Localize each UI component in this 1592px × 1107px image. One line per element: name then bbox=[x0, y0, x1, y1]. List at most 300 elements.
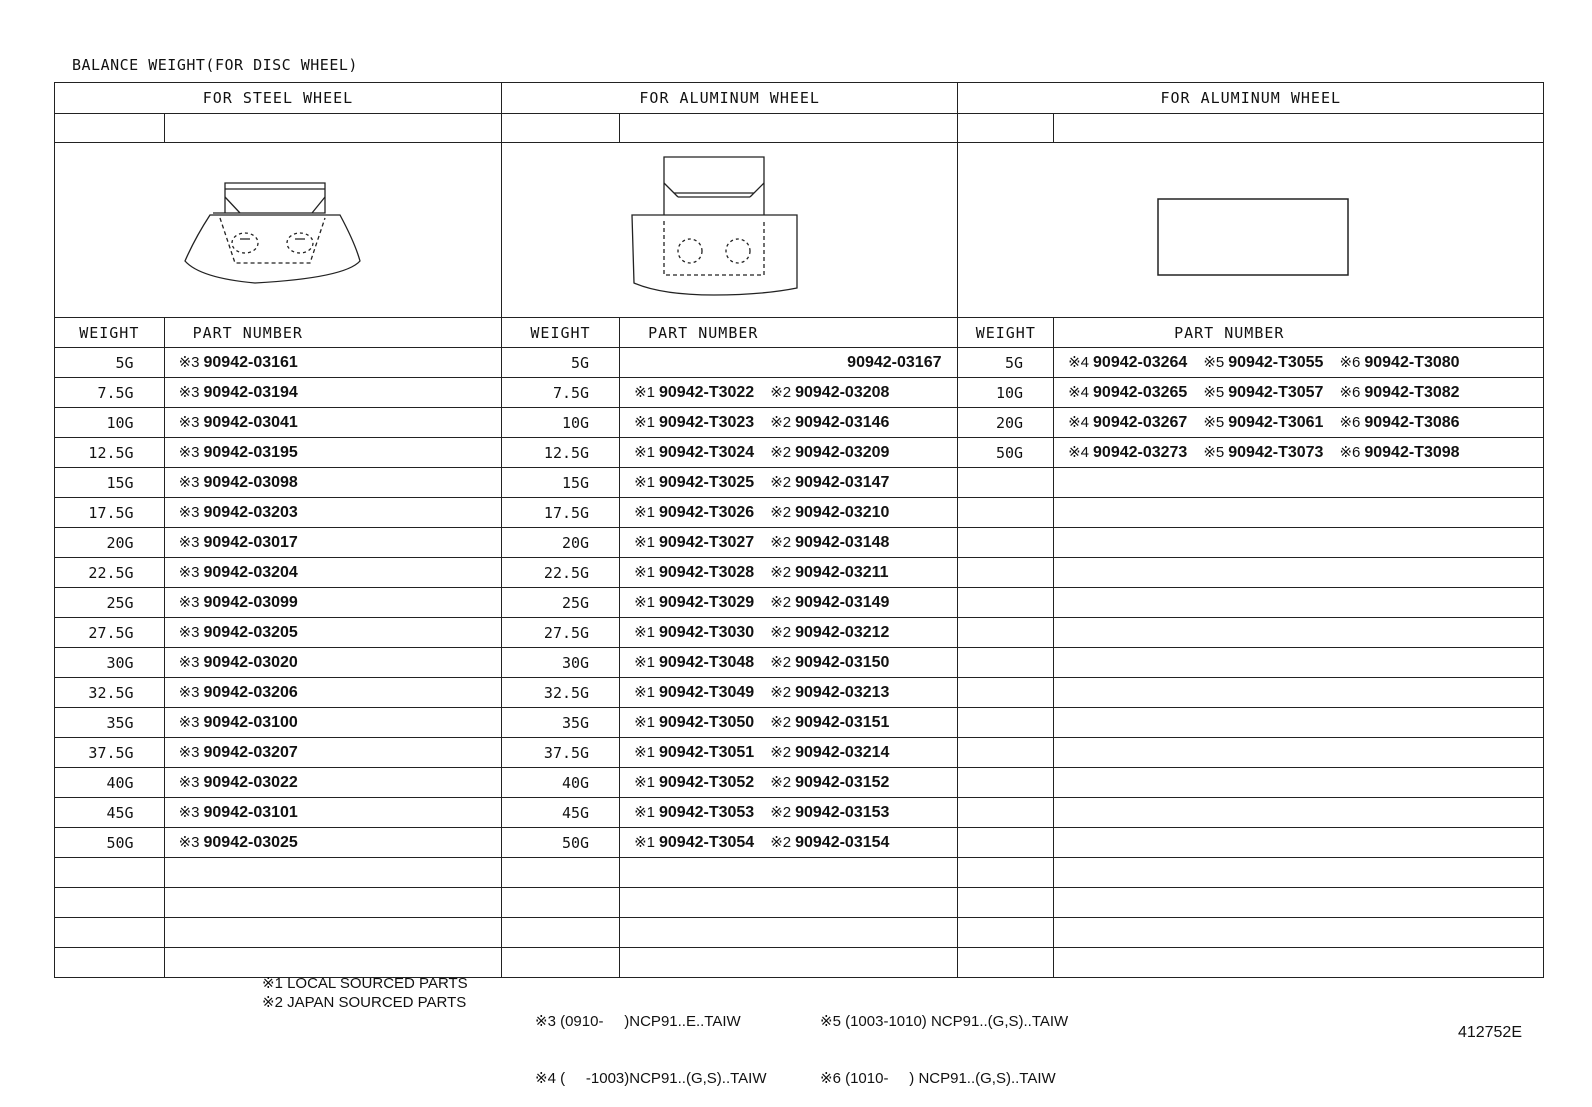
source-mark: ※6 bbox=[1339, 354, 1361, 371]
aluminum-wheel-header-2: FOR ALUMINUM WHEEL bbox=[958, 83, 1544, 114]
table-row bbox=[55, 768, 1544, 798]
part-number: 90942-T3049 bbox=[659, 684, 755, 701]
part-number: 90942-03020 bbox=[203, 654, 298, 671]
weight-value: 20G bbox=[561, 533, 590, 552]
aluminum-wheel-header-1: FOR ALUMINUM WHEEL bbox=[501, 83, 958, 114]
aluminum-part-cell bbox=[620, 678, 958, 708]
parts-table bbox=[54, 82, 1544, 978]
steel-weight-cell bbox=[55, 348, 165, 378]
aluminum2-part-cell bbox=[1054, 588, 1544, 618]
steel-part-cell bbox=[164, 678, 501, 708]
aluminum2-part-cell bbox=[1054, 408, 1544, 438]
aluminum2-weight-cell bbox=[958, 888, 1054, 918]
aluminum-part-cell bbox=[620, 498, 958, 528]
weight-value: 15G bbox=[561, 473, 590, 492]
aluminum-weight-cell bbox=[501, 708, 619, 738]
weight-value: 50G bbox=[106, 833, 134, 852]
steel-clip-weight-icon bbox=[55, 143, 495, 313]
source-mark: ※2 bbox=[770, 414, 792, 431]
footnote-group-source bbox=[262, 974, 468, 1012]
steel-weight-cell bbox=[55, 738, 165, 768]
part-number: 90942-03207 bbox=[203, 744, 298, 761]
source-mark: ※5 bbox=[1203, 384, 1225, 401]
aluminum-weight-cell bbox=[501, 438, 619, 468]
weight-value: 35G bbox=[106, 713, 134, 732]
aluminum2-weight-cell bbox=[958, 738, 1054, 768]
table-row bbox=[55, 618, 1544, 648]
part-number: 90942-03210 bbox=[795, 504, 890, 521]
source-mark: ※4 bbox=[1068, 414, 1090, 431]
steel-part-cell bbox=[164, 408, 501, 438]
footnote: ※2 JAPAN SOURCED PARTS bbox=[262, 994, 467, 1011]
aluminum-weight-cell bbox=[501, 858, 619, 888]
aluminum2-part-cell bbox=[1054, 858, 1544, 888]
weight-value: 27.5G bbox=[88, 623, 134, 642]
table-row bbox=[55, 888, 1544, 918]
source-mark: ※3 bbox=[178, 834, 200, 851]
source-mark: ※3 bbox=[178, 474, 200, 491]
part-number: 90942-03205 bbox=[203, 624, 298, 641]
source-mark: ※6 bbox=[1339, 384, 1361, 401]
weight-value: 50G bbox=[996, 443, 1024, 462]
aluminum2-weight-cell bbox=[958, 408, 1054, 438]
weight-value: 5G bbox=[571, 353, 590, 372]
table-row bbox=[55, 378, 1544, 408]
table-row bbox=[55, 828, 1544, 858]
steel-weight-cell bbox=[55, 618, 165, 648]
source-mark: ※2 bbox=[770, 564, 792, 581]
steel-part-cell bbox=[164, 918, 501, 948]
aluminum-part-cell bbox=[620, 708, 958, 738]
footnote-group-applicability-b bbox=[820, 974, 1068, 1107]
source-mark: ※1 bbox=[634, 714, 655, 731]
weight-value: 37.5G bbox=[88, 743, 134, 762]
source-mark: ※1 bbox=[634, 384, 655, 401]
part-number: 90942-03149 bbox=[795, 594, 890, 611]
part-number: 90942-03211 bbox=[795, 564, 889, 581]
part-number: 90942-03195 bbox=[203, 444, 298, 461]
steel-weight-cell bbox=[55, 798, 165, 828]
weight-value: 30G bbox=[106, 653, 134, 672]
aluminum-part-cell bbox=[620, 558, 958, 588]
source-mark: ※3 bbox=[178, 774, 200, 791]
aluminum2-part-cell bbox=[1054, 678, 1544, 708]
aluminum-weight-cell bbox=[501, 918, 619, 948]
source-mark: ※6 bbox=[1339, 444, 1361, 461]
aluminum-part-cell bbox=[620, 738, 958, 768]
table-row bbox=[55, 438, 1544, 468]
aluminum2-part-cell bbox=[1054, 648, 1544, 678]
weight-value: 15G bbox=[106, 473, 134, 492]
steel-weight-cell bbox=[55, 468, 165, 498]
part-number: 90942-T3061 bbox=[1228, 414, 1324, 431]
part-number: 90942-03214 bbox=[795, 744, 890, 761]
source-mark: ※3 bbox=[178, 534, 200, 551]
part-number: 90942-03273 bbox=[1093, 444, 1188, 461]
empty-cell bbox=[501, 114, 619, 143]
part-number: 90942-T3054 bbox=[659, 834, 755, 851]
part-number: 90942-03151 bbox=[795, 714, 890, 731]
aluminum-part-cell bbox=[620, 768, 958, 798]
source-mark: ※3 bbox=[178, 624, 200, 641]
weight-value: 5G bbox=[1005, 353, 1024, 372]
weight-column-header: WEIGHT bbox=[55, 318, 165, 348]
part-number: 90942-T3025 bbox=[659, 474, 755, 491]
weight-value: 20G bbox=[996, 413, 1024, 432]
illustration-row bbox=[55, 143, 1544, 318]
source-mark: ※1 bbox=[634, 594, 655, 611]
part-number: 90942-03150 bbox=[795, 654, 890, 671]
aluminum2-part-cell bbox=[1054, 378, 1544, 408]
footnote-group-applicability-a bbox=[535, 974, 767, 1107]
aluminum2-weight-cell bbox=[958, 498, 1054, 528]
part-number: 90942-03153 bbox=[795, 804, 890, 821]
source-mark: ※4 bbox=[1068, 384, 1090, 401]
table-row bbox=[55, 348, 1544, 378]
footnote: ※4 ( -1003)NCP91..(G,S)..TAIW bbox=[535, 1070, 767, 1087]
source-mark: ※4 bbox=[1068, 354, 1090, 371]
aluminum2-weight-cell bbox=[958, 588, 1054, 618]
source-mark: ※2 bbox=[770, 684, 792, 701]
aluminum2-part-cell bbox=[1054, 828, 1544, 858]
part-number: 90942-03213 bbox=[795, 684, 890, 701]
part-number: 90942-03098 bbox=[203, 474, 298, 491]
aluminum2-weight-cell bbox=[958, 648, 1054, 678]
steel-part-cell bbox=[164, 588, 501, 618]
aluminum-weight-cell bbox=[501, 678, 619, 708]
weight-value: 17.5G bbox=[543, 503, 590, 522]
table-row bbox=[55, 858, 1544, 888]
table-row bbox=[55, 708, 1544, 738]
source-mark: ※2 bbox=[770, 504, 792, 521]
source-mark: ※2 bbox=[770, 624, 792, 641]
aluminum-weight-illustration bbox=[501, 143, 958, 318]
aluminum2-weight-cell bbox=[958, 528, 1054, 558]
weight-value: 10G bbox=[996, 383, 1024, 402]
source-mark: ※3 bbox=[178, 654, 200, 671]
aluminum2-part-cell bbox=[1054, 558, 1544, 588]
source-mark: ※1 bbox=[634, 774, 655, 791]
footnote: ※5 (1003-1010) NCP91..(G,S)..TAIW bbox=[820, 1013, 1069, 1030]
source-mark: ※3 bbox=[178, 354, 200, 371]
part-number: 90942-T3048 bbox=[659, 654, 755, 671]
weight-value: 10G bbox=[561, 413, 590, 432]
part-number: 90942-03209 bbox=[795, 444, 890, 461]
part-number: 90942-T3052 bbox=[659, 774, 755, 791]
table-row bbox=[55, 468, 1544, 498]
aluminum-part-cell bbox=[620, 378, 958, 408]
table-row bbox=[55, 408, 1544, 438]
steel-part-cell bbox=[164, 438, 501, 468]
part-number: 90942-03212 bbox=[795, 624, 890, 641]
aluminum-weight-cell bbox=[501, 408, 619, 438]
part-number: 90942-T3029 bbox=[659, 594, 755, 611]
aluminum-part-cell bbox=[620, 918, 958, 948]
aluminum-part-cell bbox=[620, 468, 958, 498]
aluminum2-weight-cell bbox=[958, 618, 1054, 648]
aluminum-part-cell bbox=[620, 528, 958, 558]
source-mark: ※5 bbox=[1203, 354, 1225, 371]
aluminum-weight-cell bbox=[501, 558, 619, 588]
part-number: 90942-03041 bbox=[203, 414, 298, 431]
source-mark: ※2 bbox=[770, 384, 792, 401]
aluminum-part-cell bbox=[620, 888, 958, 918]
aluminum2-part-cell bbox=[1054, 498, 1544, 528]
source-mark: ※1 bbox=[634, 804, 655, 821]
weight-value: 45G bbox=[106, 803, 134, 822]
steel-weight-cell bbox=[55, 828, 165, 858]
part-number: 90942-03022 bbox=[203, 774, 298, 791]
table-row bbox=[55, 948, 1544, 978]
steel-part-cell bbox=[164, 648, 501, 678]
table-row bbox=[55, 798, 1544, 828]
aluminum2-part-cell bbox=[1054, 888, 1544, 918]
part-number: 90942-T3051 bbox=[659, 744, 755, 761]
source-mark: ※2 bbox=[770, 654, 792, 671]
steel-weight-cell bbox=[55, 768, 165, 798]
source-mark: ※1 bbox=[634, 504, 655, 521]
source-mark: ※2 bbox=[770, 594, 792, 611]
source-mark: ※2 bbox=[770, 474, 792, 491]
empty-spec-row bbox=[55, 114, 1544, 143]
steel-weight-cell bbox=[55, 498, 165, 528]
part-number: 90942-T3028 bbox=[659, 564, 755, 581]
footnote: ※1 LOCAL SOURCED PARTS bbox=[262, 975, 468, 992]
part-number: 90942-T3073 bbox=[1228, 444, 1324, 461]
aluminum-part-cell bbox=[620, 438, 958, 468]
weight-value: 40G bbox=[106, 773, 134, 792]
aluminum-weight-cell bbox=[501, 648, 619, 678]
aluminum-weight-cell bbox=[501, 828, 619, 858]
source-mark: ※3 bbox=[178, 744, 200, 761]
aluminum2-part-cell bbox=[1054, 798, 1544, 828]
aluminum-weight-cell bbox=[501, 588, 619, 618]
part-number-column-header: PART NUMBER bbox=[1054, 318, 1544, 348]
aluminum-part-cell bbox=[620, 348, 958, 378]
part-number: 90942-T3027 bbox=[659, 534, 755, 551]
table-row bbox=[55, 528, 1544, 558]
aluminum2-weight-cell bbox=[958, 798, 1054, 828]
steel-weight-cell bbox=[55, 888, 165, 918]
part-number: 90942-T3098 bbox=[1364, 444, 1460, 461]
part-number: 90942-03265 bbox=[1093, 384, 1188, 401]
steel-weight-cell bbox=[55, 588, 165, 618]
steel-weight-cell bbox=[55, 408, 165, 438]
steel-part-cell bbox=[164, 468, 501, 498]
weight-value: 20G bbox=[106, 533, 134, 552]
steel-weight-cell bbox=[55, 918, 165, 948]
part-number: 90942-T3030 bbox=[659, 624, 755, 641]
part-number: 90942-T3024 bbox=[659, 444, 755, 461]
source-mark: ※2 bbox=[770, 534, 792, 551]
aluminum2-weight-cell bbox=[958, 678, 1054, 708]
aluminum-weight-cell bbox=[501, 468, 619, 498]
steel-weight-cell bbox=[55, 858, 165, 888]
aluminum2-part-cell bbox=[1054, 738, 1544, 768]
aluminum-part-cell bbox=[620, 858, 958, 888]
part-number-column-header: PART NUMBER bbox=[620, 318, 958, 348]
table-row bbox=[55, 648, 1544, 678]
empty-cell bbox=[1054, 114, 1544, 143]
source-mark: ※2 bbox=[770, 774, 792, 791]
steel-part-cell bbox=[164, 618, 501, 648]
source-mark: ※3 bbox=[178, 714, 200, 731]
part-number: 90942-03206 bbox=[203, 684, 298, 701]
part-number: 90942-03161 bbox=[203, 354, 298, 371]
weight-value: 5G bbox=[115, 353, 134, 372]
steel-part-cell bbox=[164, 738, 501, 768]
source-mark: ※5 bbox=[1203, 414, 1225, 431]
source-mark: ※1 bbox=[634, 534, 655, 551]
weight-column-header: WEIGHT bbox=[501, 318, 619, 348]
part-number: 90942-T3055 bbox=[1228, 354, 1324, 371]
source-mark: ※2 bbox=[770, 744, 792, 761]
steel-weight-cell bbox=[55, 378, 165, 408]
empty-cell bbox=[620, 114, 958, 143]
weight-value: 12.5G bbox=[543, 443, 590, 462]
aluminum-weight-cell bbox=[501, 948, 619, 978]
source-mark: ※3 bbox=[178, 414, 200, 431]
table-row bbox=[55, 558, 1544, 588]
page-title: BALANCE WEIGHT(FOR DISC WHEEL) bbox=[72, 56, 358, 74]
weight-value: 32.5G bbox=[543, 683, 590, 702]
aluminum2-part-cell bbox=[1054, 438, 1544, 468]
source-mark: ※3 bbox=[178, 384, 200, 401]
diagram-code: 412752E bbox=[1457, 1024, 1522, 1041]
aluminum-part-cell bbox=[620, 408, 958, 438]
aluminum-part-cell bbox=[620, 798, 958, 828]
empty-cell bbox=[164, 114, 501, 143]
source-mark: ※1 bbox=[634, 834, 655, 851]
part-number: 90942-03203 bbox=[203, 504, 298, 521]
aluminum-part-cell bbox=[620, 648, 958, 678]
source-mark: ※3 bbox=[178, 504, 200, 521]
aluminum2-part-cell bbox=[1054, 618, 1544, 648]
aluminum2-weight-cell bbox=[958, 558, 1054, 588]
steel-weight-cell bbox=[55, 948, 165, 978]
aluminum-clip-weight-icon bbox=[502, 143, 952, 313]
part-number: 90942-03025 bbox=[203, 834, 298, 851]
part-number: 90942-03101 bbox=[203, 804, 298, 821]
source-mark: ※3 bbox=[178, 684, 200, 701]
weight-value: 7.5G bbox=[552, 383, 590, 402]
steel-part-cell bbox=[164, 708, 501, 738]
part-number: 90942-T3086 bbox=[1364, 414, 1460, 431]
part-number: 90942-03100 bbox=[203, 714, 298, 731]
table-row bbox=[55, 588, 1544, 618]
weight-value: 37.5G bbox=[543, 743, 590, 762]
aluminum2-part-cell bbox=[1054, 708, 1544, 738]
part-number: 90942-T3053 bbox=[659, 804, 755, 821]
adhesive-weight-illustration bbox=[958, 143, 1544, 318]
weight-value: 10G bbox=[106, 413, 134, 432]
weight-value: 35G bbox=[561, 713, 590, 732]
part-number: 90942-T3082 bbox=[1364, 384, 1460, 401]
steel-part-cell bbox=[164, 528, 501, 558]
source-mark: ※2 bbox=[770, 714, 792, 731]
aluminum-weight-cell bbox=[501, 348, 619, 378]
table-row bbox=[55, 738, 1544, 768]
aluminum2-part-cell bbox=[1054, 948, 1544, 978]
steel-part-cell bbox=[164, 498, 501, 528]
group-header-row bbox=[55, 83, 1544, 114]
source-mark: ※5 bbox=[1203, 444, 1225, 461]
aluminum-weight-cell bbox=[501, 378, 619, 408]
weight-value: 22.5G bbox=[88, 563, 134, 582]
weight-value: 27.5G bbox=[543, 623, 590, 642]
weight-value: 30G bbox=[561, 653, 590, 672]
steel-part-cell bbox=[164, 798, 501, 828]
steel-weight-cell bbox=[55, 438, 165, 468]
weight-value: 12.5G bbox=[88, 443, 134, 462]
column-header-row bbox=[55, 318, 1544, 348]
aluminum2-part-cell bbox=[1054, 468, 1544, 498]
aluminum2-part-cell bbox=[1054, 918, 1544, 948]
steel-part-cell bbox=[164, 768, 501, 798]
footnote: ※3 (0910- )NCP91..E..TAIW bbox=[535, 1013, 741, 1030]
aluminum2-weight-cell bbox=[958, 918, 1054, 948]
part-number: 90942-03267 bbox=[1093, 414, 1188, 431]
source-mark: ※3 bbox=[178, 444, 200, 461]
weight-value: 25G bbox=[106, 593, 134, 612]
aluminum2-weight-cell bbox=[958, 708, 1054, 738]
aluminum2-weight-cell bbox=[958, 348, 1054, 378]
aluminum-part-cell bbox=[620, 828, 958, 858]
steel-weight-cell bbox=[55, 528, 165, 558]
aluminum-part-cell bbox=[620, 588, 958, 618]
steel-weight-cell bbox=[55, 648, 165, 678]
aluminum-weight-cell bbox=[501, 768, 619, 798]
footnote: ※6 (1010- ) NCP91..(G,S)..TAIW bbox=[820, 1070, 1056, 1087]
aluminum-weight-cell bbox=[501, 738, 619, 768]
aluminum-weight-cell bbox=[501, 888, 619, 918]
weight-value: 45G bbox=[561, 803, 590, 822]
source-mark: ※3 bbox=[178, 564, 200, 581]
part-number-column-header: PART NUMBER bbox=[164, 318, 501, 348]
part-number: 90942-03194 bbox=[203, 384, 298, 401]
source-mark: ※6 bbox=[1339, 414, 1361, 431]
source-mark: ※2 bbox=[770, 804, 792, 821]
steel-part-cell bbox=[164, 828, 501, 858]
aluminum2-weight-cell bbox=[958, 828, 1054, 858]
table-row bbox=[55, 498, 1544, 528]
steel-part-cell bbox=[164, 348, 501, 378]
weight-value: 25G bbox=[561, 593, 590, 612]
source-mark: ※1 bbox=[634, 414, 655, 431]
source-mark: ※1 bbox=[634, 684, 655, 701]
aluminum2-weight-cell bbox=[958, 948, 1054, 978]
source-mark: ※1 bbox=[634, 564, 655, 581]
aluminum2-part-cell bbox=[1054, 348, 1544, 378]
aluminum-weight-cell bbox=[501, 618, 619, 648]
aluminum2-part-cell bbox=[1054, 528, 1544, 558]
table-row bbox=[55, 678, 1544, 708]
part-number: 90942-T3023 bbox=[659, 414, 755, 431]
source-mark: ※2 bbox=[770, 444, 792, 461]
aluminum-weight-cell bbox=[501, 528, 619, 558]
empty-cell bbox=[958, 114, 1054, 143]
empty-cell bbox=[55, 114, 165, 143]
part-number: 90942-03204 bbox=[203, 564, 298, 581]
steel-part-cell bbox=[164, 378, 501, 408]
aluminum-weight-cell bbox=[501, 498, 619, 528]
weight-value: 17.5G bbox=[88, 503, 134, 522]
weight-value: 32.5G bbox=[88, 683, 134, 702]
adhesive-weight-icon bbox=[958, 143, 1528, 313]
steel-part-cell bbox=[164, 888, 501, 918]
part-number: 90942-03154 bbox=[795, 834, 890, 851]
part-number: 90942-03099 bbox=[203, 594, 298, 611]
